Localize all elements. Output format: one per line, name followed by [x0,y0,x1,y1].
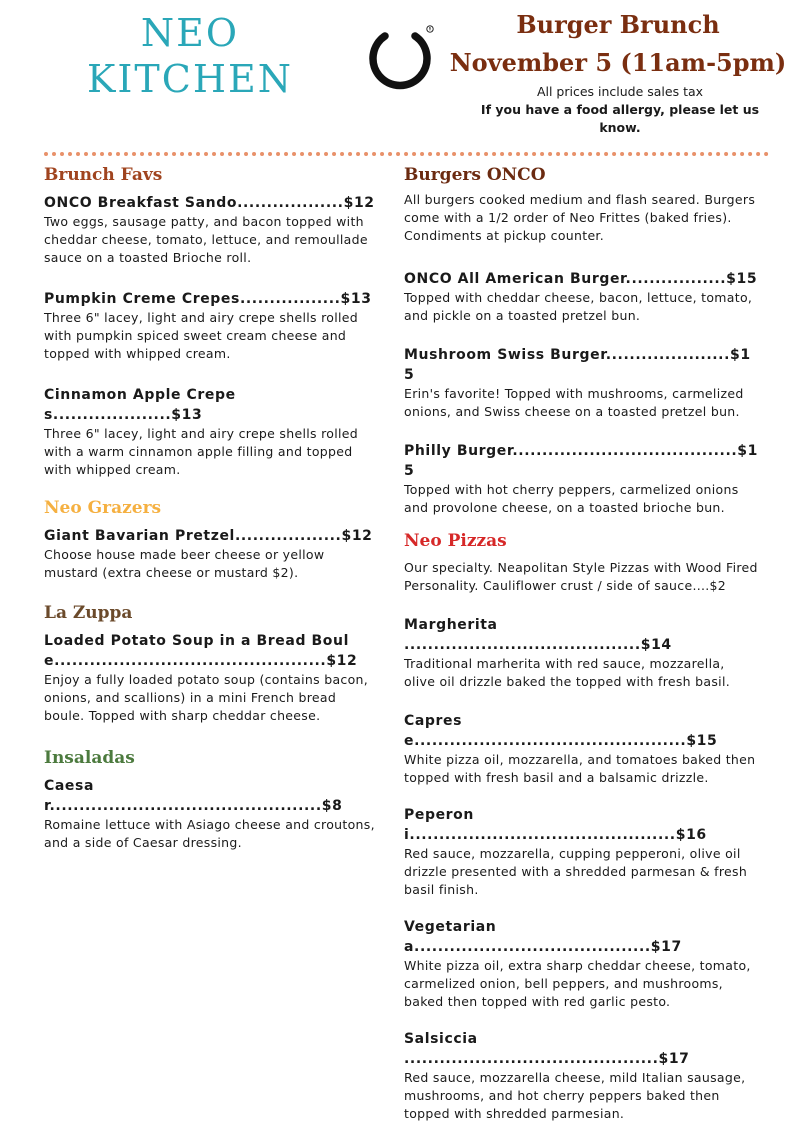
svg-text:R: R [428,26,432,32]
item-description: Enjoy a fully loaded potato soup (contains bacon, onions, and scallions) in a mini French bread boule. Topped with sharp cheddar cheese. [44,672,369,723]
menu-item [44,385,378,479]
item-name: Peperoni.............................................$16 [404,807,707,843]
item-name: Loaded Potato Soup in a Bread Boule..............................................$12 [44,633,358,669]
dotted-divider [44,152,769,156]
menu-item [44,526,378,582]
menu-item [404,441,758,517]
menu-item [404,615,758,691]
item-name: Margherita ........................................$14 [404,617,672,653]
circle-logo-icon [362,24,436,96]
menu-item [44,289,378,363]
item-name: Vegetariana........................................$17 [404,919,682,955]
section-title-brunch-favs: Brunch Favs [44,165,163,185]
brand-line-kitchen: KITCHEN [87,57,293,101]
event-date: November 5 (11am-5pm) [449,48,787,77]
section-note: Our specialty. Neapolitan Style Pizzas with Wood Fired Personality. Cauliflower crust / side of sauce....$2 [404,560,758,593]
event-notes [470,83,770,137]
item-name: Giant Bavarian Pretzel..................$12 [44,528,373,544]
item-description: White pizza oil, extra sharp cheddar cheese, tomato, carmelized onion, bell peppers, and mushrooms, baked then topped with red garlic pesto. [404,958,751,1009]
menu-item [404,345,758,421]
section-title-la-zuppa: La Zuppa [44,603,133,623]
item-description: White pizza oil, mozzarella, and tomatoes baked then topped with fresh basil and a balsamic drizzle. [404,752,756,785]
item-name: Cinnamon Apple Crepes....................$13 [44,387,236,423]
section-note: All burgers cooked medium and flash seared. Burgers come with a 1/2 order of Neo Frittes (baked fries). Condiments at pickup counter. [404,192,756,243]
menu-item [44,776,378,852]
section-title-burgers-onco: Burgers ONCO [404,165,546,185]
item-name: Salsiccia ...........................................$17 [404,1031,690,1067]
event-name: Burger Brunch [516,10,720,39]
brand-line-neo: NEO [140,11,240,55]
item-description: Three 6" lacey, light and airy crepe shells rolled with pumpkin spiced sweet cream cheese and topped with whipped cream. [44,310,358,361]
menu-item [44,631,378,725]
menu-item [404,1029,758,1123]
right-menu-column [404,163,758,1123]
item-description: Red sauce, mozzarella, cupping pepperoni, olive oil drizzle presented with a shredded parmesan & fresh basil finish. [404,846,748,897]
allergy-note: If you have a food allergy, please let us know. [480,102,760,135]
item-description: Romaine lettuce with Asiago cheese and croutons, and a side of Caesar dressing. [44,817,375,850]
item-name: Mushroom Swiss Burger.....................$15 [404,347,751,383]
item-name: ONCO Breakfast Sando..................$12 [44,195,375,211]
menu-item [44,193,378,267]
item-description: Topped with cheddar cheese, bacon, lettuce, tomato, and pickle on a toasted pretzel bun. [404,290,753,323]
menu-item [404,805,758,899]
item-name: ONCO All American Burger.................$15 [404,271,758,287]
item-description: Traditional marherita with red sauce, mozzarella, olive oil drizzle baked the topped with fresh basil. [404,656,730,689]
item-description: Red sauce, mozzarella cheese, mild Italian sausage, mushrooms, and hot cherry peppers baked then topped with shredded parmesian. [404,1070,746,1121]
item-name: Pumpkin Creme Crepes.................$13 [44,291,372,307]
item-description: Erin's favorite! Topped with mushrooms, carmelized onions, and Swiss cheese on a toasted pretzel bun. [404,386,744,419]
menu-item [404,711,758,787]
item-name: Philly Burger......................................$15 [404,443,758,479]
item-description: Topped with hot cherry peppers, carmelized onions and provolone cheese, on a toasted brioche bun. [404,482,739,515]
section-title-insaladas: Insaladas [44,748,135,768]
item-description: Three 6" lacey, light and airy crepe shells rolled with a warm cinnamon apple filling and topped with whipped cream. [44,426,358,477]
brand-name [40,10,340,102]
section-title-neo-pizzas: Neo Pizzas [404,531,507,551]
item-description: Choose house made beer cheese or yellow mustard (extra cheese or mustard $2). [44,547,325,580]
tax-note: All prices include sales tax [536,84,704,99]
item-name: Caesar..............................................$8 [44,778,343,814]
left-menu-column [44,163,378,852]
event-title [446,6,790,82]
section-title-neo-grazers: Neo Grazers [44,498,162,518]
item-description: Two eggs, sausage patty, and bacon topped with cheddar cheese, tomato, lettuce, and remoullade sauce on a toasted Brioche roll. [44,214,368,265]
item-name: Caprese..............................................$15 [404,713,718,749]
menu-item [404,269,758,325]
menu-item [404,917,758,1011]
